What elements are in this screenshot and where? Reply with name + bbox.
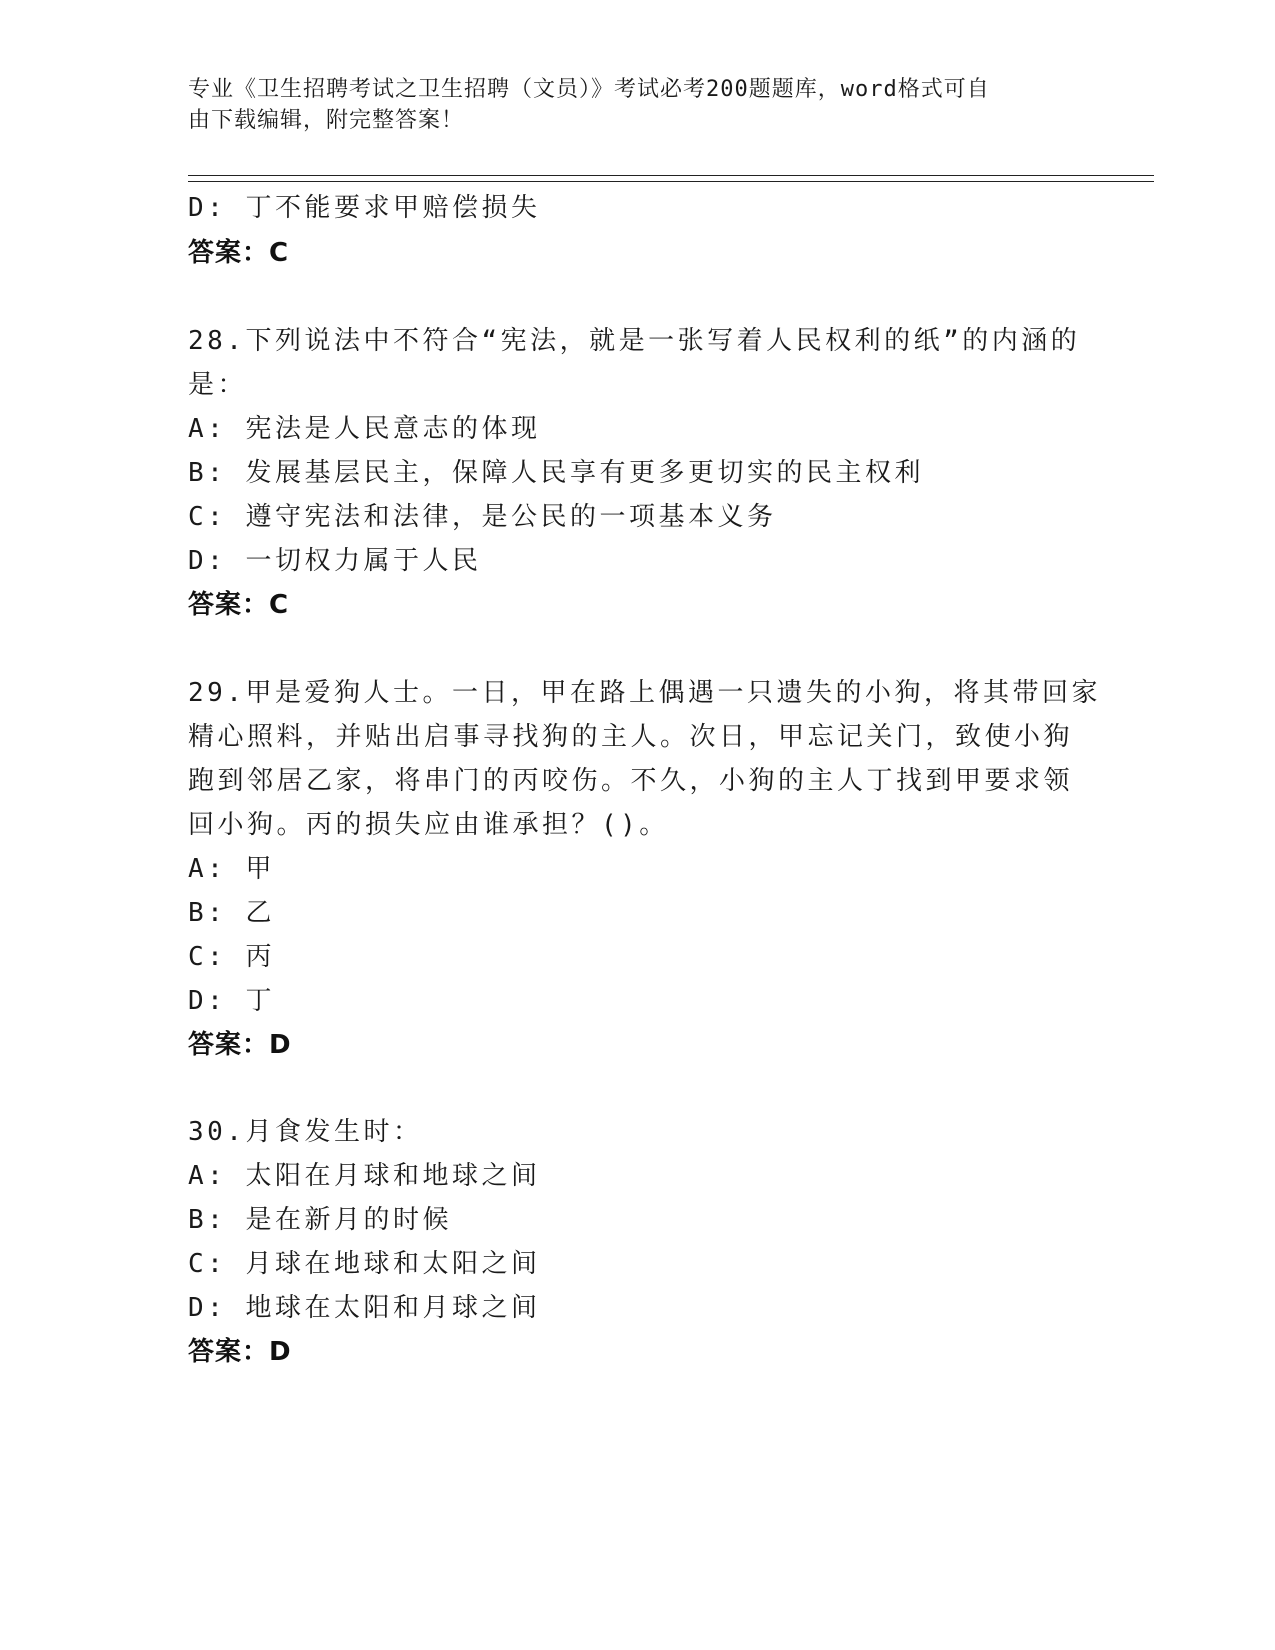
q27-option-d: D: 丁不能要求甲赔偿损失 xyxy=(188,193,541,223)
q30-option-a: A: 太阳在月球和地球之间 xyxy=(188,1161,541,1191)
q27-answer: 答案：C xyxy=(188,238,290,268)
q29-stem-line-3: 跑到邻居乙家，将串门的丙咬伤。不久，小狗的主人丁找到甲要求领 xyxy=(188,766,1074,796)
q29-option-d: D: 丁 xyxy=(188,986,275,1016)
q30-option-d: D: 地球在太阳和月球之间 xyxy=(188,1293,541,1323)
q29-stem-line-1: 29.甲是爱狗人士。一日，甲在路上偶遇一只遗失的小狗，将其带回家 xyxy=(188,678,1101,708)
q28-option-b: B: 发展基层民主，保障人民享有更多更切实的民主权利 xyxy=(188,458,924,488)
header-rule-bottom xyxy=(188,181,1154,182)
q30-stem-line-1: 30.月食发生时： xyxy=(188,1117,423,1147)
page-header xyxy=(188,74,1068,136)
q29-stem-line-4: 回小狗。丙的损失应由谁承担？()。 xyxy=(188,810,669,840)
q28-option-d: D: 一切权力属于人民 xyxy=(188,546,482,576)
q29-option-b: B: 乙 xyxy=(188,898,275,928)
q29-option-a: A: 甲 xyxy=(188,854,275,884)
q28-option-a: A: 宪法是人民意志的体现 xyxy=(188,414,541,444)
q30-answer: 答案：D xyxy=(188,1337,292,1367)
q28-answer: 答案：C xyxy=(188,590,290,620)
q30-option-c: C: 月球在地球和太阳之间 xyxy=(188,1249,541,1279)
header-line-1: 专业《卫生招聘考试之卫生招聘（文员）》考试必考200题题库，word格式可自 xyxy=(188,77,990,102)
header-line-2: 由下载编辑，附完整答案！ xyxy=(188,108,465,133)
q29-stem-line-2: 精心照料，并贴出启事寻找狗的主人。次日，甲忘记关门，致使小狗 xyxy=(188,722,1074,752)
q28-option-c: C: 遵守宪法和法律，是公民的一项基本义务 xyxy=(188,502,777,532)
q30-option-b: B: 是在新月的时候 xyxy=(188,1205,452,1235)
q28-stem-line-2: 是： xyxy=(188,370,248,400)
q29-answer: 答案：D xyxy=(188,1030,292,1060)
q28-stem-line-1: 28.下列说法中不符合“宪法，就是一张写着人民权利的纸”的内涵的 xyxy=(188,326,1081,356)
q29-option-c: C: 丙 xyxy=(188,942,275,972)
header-rule-top xyxy=(188,175,1154,176)
